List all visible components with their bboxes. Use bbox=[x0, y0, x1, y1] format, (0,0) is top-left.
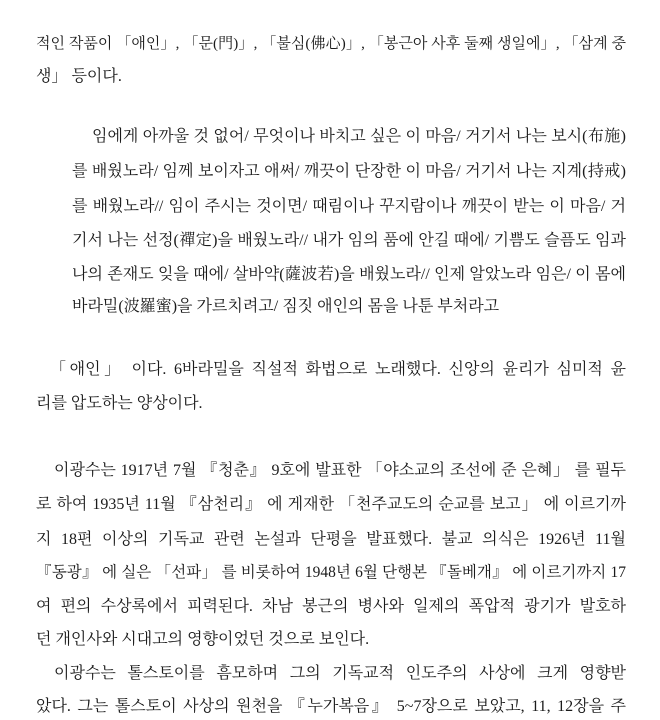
text-line: 이광수는 톨스토이를 흠모하며 그의 기독교적 인도주의 사상에 크게 영향받 bbox=[54, 665, 626, 682]
text-line: 로 하여 1935년 11월 『삼천리』 에 게재한 「천주교도의 순교를 보고」 에 이르기까 bbox=[36, 496, 626, 513]
text-line: 리를 압도하는 양상이다. bbox=[36, 395, 203, 412]
poem-line: 바라밀(波羅蜜)을 가르치려고/ 짐짓 애인의 몸을 나툰 부처라고 bbox=[72, 298, 500, 315]
text-line: 던 개인사와 시대고의 영향이었던 것으로 보인다. bbox=[36, 631, 370, 648]
poem-line: 나의 존재도 잊을 때에/ 살바약(薩波若)을 배웠노라// 인제 알았노라 임은/ 이 몸에 bbox=[72, 266, 626, 283]
text-line: 「애인」 이다. 6바라밀을 직설적 화법으로 노래했다. 신앙의 윤리가 심미적 윤 bbox=[50, 361, 626, 378]
text-line: 여 편의 수상록에서 피력된다. 차남 봉근의 병사와 일제의 폭압적 광기가 발호하 bbox=[36, 598, 626, 615]
text-line: 생」 등이다. bbox=[36, 68, 122, 85]
poem-line: 기서 나는 선정(禪定)을 배웠노라// 내가 임의 품에 안길 때에/ 기쁨도 슬픔도 임과 bbox=[72, 232, 626, 249]
poem-line: 를 배웠노라// 임이 주시는 것이면/ 때림이나 꾸지람이나 깨끗이 받는 이 마음/ 거 bbox=[72, 198, 626, 215]
text-line: 았다. 그는 톨스토이 사상의 원천을 『누가복음』 5~7장으로 보았고, 11, 12장을 주 bbox=[36, 698, 626, 715]
poem-line: 임에게 아까울 것 없어/ 무엇이나 바치고 싶은 이 마음/ 거기서 나는 보시(布施) bbox=[92, 128, 626, 145]
text-line: 『동광』 에 실은 「선파」 를 비롯하여 1948년 6월 단행본 『돌베개』 에 이르기까지 17 bbox=[36, 564, 626, 581]
text-line: 적인 작품이 「애인」, 「문(門)」, 「불심(佛心)」, 「봉근아 사후 둘째 생일에」, 「삼계 중 bbox=[36, 36, 626, 52]
text-line: 지 18편 이상의 기독교 관련 논설과 단평을 발표했다. 불교 의식은 1926년 11월 bbox=[36, 531, 626, 548]
text-line: 이광수는 1917년 7월 『청춘』 9호에 발표한 「야소교의 조선에 준 은혜」 를 필두 bbox=[54, 462, 626, 479]
poem-line: 를 배웠노라/ 임께 보이자고 애써/ 깨끗이 단장한 이 마음/ 거기서 나는 지계(持戒) bbox=[72, 163, 626, 180]
